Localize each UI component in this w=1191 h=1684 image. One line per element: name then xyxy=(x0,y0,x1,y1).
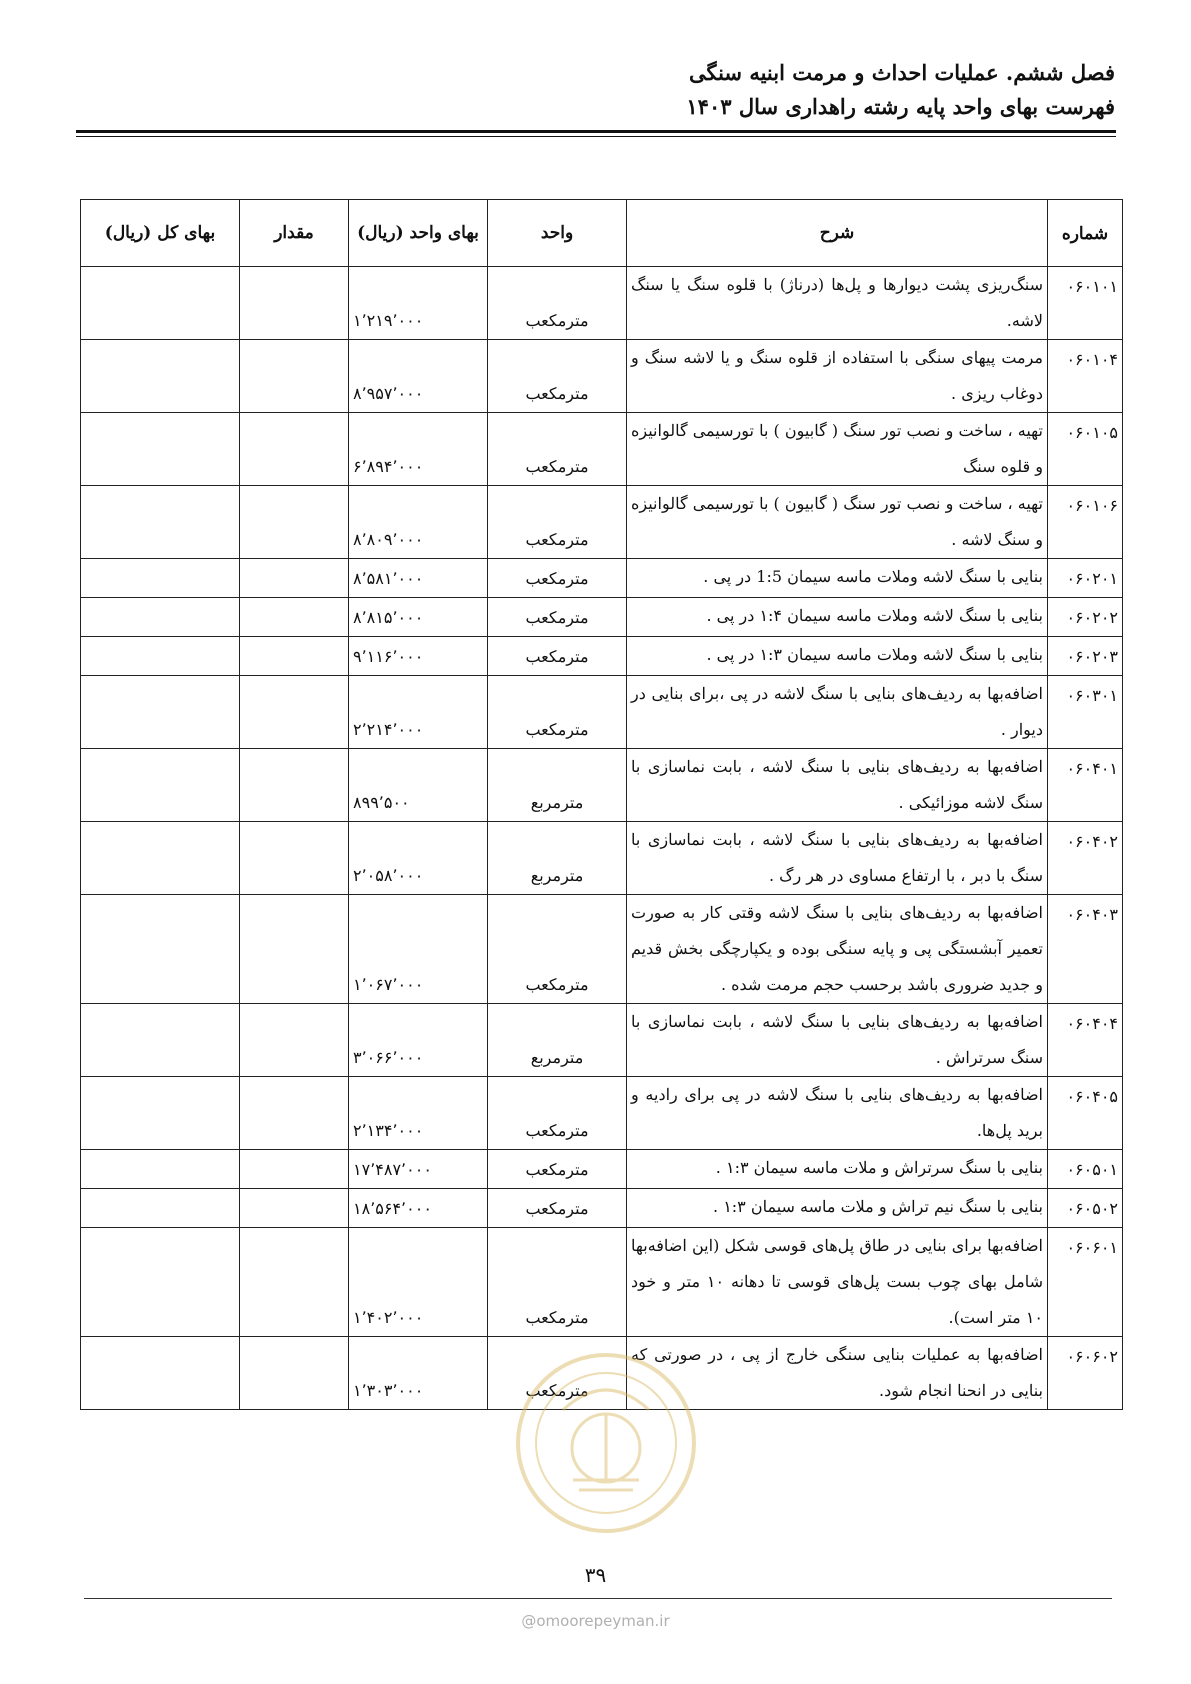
item-description: اضافه‌بها به ردیف‌های بنایی با سنگ لاشه ، بابت نماسازی با سنگ با دبر ، با ارتفاع مساوی در هر رگ . xyxy=(627,822,1048,895)
item-total-price xyxy=(81,676,240,749)
table-row xyxy=(81,1077,1123,1150)
item-code: ۰۶۰۴۰۲ xyxy=(1048,822,1123,895)
item-total-price xyxy=(81,598,240,637)
item-description: بنایی با سنگ نیم تراش و ملات ماسه سیمان ۱:۳ . xyxy=(627,1189,1048,1228)
footer-divider xyxy=(84,1598,1112,1599)
column-header-unit-price: بهای واحد (ریال) xyxy=(349,200,488,267)
item-unit: مترمکعب xyxy=(488,1189,627,1228)
column-header-quantity: مقدار xyxy=(240,200,349,267)
item-quantity xyxy=(240,340,349,413)
table-row xyxy=(81,895,1123,1004)
item-unit-price: ۱٬۳۰۳٬۰۰۰ xyxy=(349,1337,488,1410)
item-quantity xyxy=(240,822,349,895)
item-total-price xyxy=(81,822,240,895)
item-unit-price: ۲٬۰۵۸٬۰۰۰ xyxy=(349,822,488,895)
table-row xyxy=(81,1228,1123,1337)
item-total-price xyxy=(81,340,240,413)
stamp-seal-icon xyxy=(513,1350,699,1536)
item-description: بنایی با سنگ سرتراش و ملات ماسه سیمان ۱:۳ . xyxy=(627,1150,1048,1189)
item-unit: مترمکعب xyxy=(488,1077,627,1150)
item-unit-price: ۱٬۴۰۲٬۰۰۰ xyxy=(349,1228,488,1337)
item-description: بنایی با سنگ لاشه وملات ماسه سیمان ۱:۳ در پی . xyxy=(627,637,1048,676)
item-total-price xyxy=(81,1337,240,1410)
item-quantity xyxy=(240,413,349,486)
page-header xyxy=(75,56,1115,124)
item-unit-price: ۳٬۰۶۶٬۰۰۰ xyxy=(349,1004,488,1077)
item-total-price xyxy=(81,1077,240,1150)
item-code: ۰۶۰۲۰۲ xyxy=(1048,598,1123,637)
item-code: ۰۶۰۲۰۱ xyxy=(1048,559,1123,598)
item-total-price xyxy=(81,486,240,559)
item-description: اضافه‌بها به عملیات بنایی سنگی خارج از پی ، در صورتی که بنایی در انحنا انجام شود. xyxy=(627,1337,1048,1410)
table-row xyxy=(81,1150,1123,1189)
item-unit: مترمکعب xyxy=(488,486,627,559)
table-row xyxy=(81,1004,1123,1077)
item-unit: مترمکعب xyxy=(488,598,627,637)
item-unit-price: ۲٬۲۱۴٬۰۰۰ xyxy=(349,676,488,749)
item-description: بنایی با سنگ لاشه وملات ماسه سیمان ۱:۴ در پی . xyxy=(627,598,1048,637)
item-quantity xyxy=(240,486,349,559)
table-row xyxy=(81,413,1123,486)
item-unit-price: ۱۷٬۴۸۷٬۰۰۰ xyxy=(349,1150,488,1189)
item-quantity xyxy=(240,676,349,749)
item-unit-price: ۸٬۸۱۵٬۰۰۰ xyxy=(349,598,488,637)
item-unit: مترمکعب xyxy=(488,340,627,413)
item-description: مرمت پیهای سنگی با استفاده از قلوه سنگ و یا لاشه سنگ و دوغاب ریزی . xyxy=(627,340,1048,413)
item-code: ۰۶۰۶۰۲ xyxy=(1048,1337,1123,1410)
item-total-price xyxy=(81,559,240,598)
column-header-description: شرح xyxy=(627,200,1048,267)
item-unit: مترمربع xyxy=(488,822,627,895)
watermark-url: @omoorepeyman.ir xyxy=(521,1612,670,1630)
item-unit: مترمکعب xyxy=(488,559,627,598)
table-row xyxy=(81,637,1123,676)
item-unit-price: ۱۸٬۵۶۴٬۰۰۰ xyxy=(349,1189,488,1228)
item-code: ۰۶۰۴۰۵ xyxy=(1048,1077,1123,1150)
item-unit-price: ۱٬۰۶۷٬۰۰۰ xyxy=(349,895,488,1004)
table-row xyxy=(81,267,1123,340)
document-title: فهرست بهای واحد پایه رشته راهداری سال ۱۴۰۳ xyxy=(686,94,1115,119)
item-unit-price: ۹٬۱۱۶٬۰۰۰ xyxy=(349,637,488,676)
item-code: ۰۶۰۵۰۲ xyxy=(1048,1189,1123,1228)
item-total-price xyxy=(81,267,240,340)
item-description: تهیه ، ساخت و نصب تور سنگ ( گابیون ) با تورسیمی گالوانیزه و سنگ لاشه . xyxy=(627,486,1048,559)
item-quantity xyxy=(240,637,349,676)
item-description: سنگ‌ریزی پشت دیوارها و پل‌ها (درناژ) با قلوه سنگ یا سنگ لاشه. xyxy=(627,267,1048,340)
item-code: ۰۶۰۴۰۳ xyxy=(1048,895,1123,1004)
item-unit: مترمربع xyxy=(488,1004,627,1077)
item-code: ۰۶۰۱۰۴ xyxy=(1048,340,1123,413)
item-quantity xyxy=(240,1150,349,1189)
item-unit: مترمکعب xyxy=(488,267,627,340)
item-unit: مترمکعب xyxy=(488,1150,627,1189)
item-unit-price: ۸۹۹٬۵۰۰ xyxy=(349,749,488,822)
table-row xyxy=(81,559,1123,598)
table-row xyxy=(81,822,1123,895)
item-quantity xyxy=(240,1189,349,1228)
header-divider-thin xyxy=(76,136,1116,137)
item-description: اضافه‌بها به ردیف‌های بنایی با سنگ لاشه ، بابت نماسازی با سنگ سرتراش . xyxy=(627,1004,1048,1077)
item-total-price xyxy=(81,1004,240,1077)
item-total-price xyxy=(81,413,240,486)
item-description: اضافه‌بها به ردیف‌های بنایی با سنگ لاشه ، بابت نماسازی با سنگ لاشه موزائیکی . xyxy=(627,749,1048,822)
item-code: ۰۶۰۱۰۶ xyxy=(1048,486,1123,559)
item-description: اضافه‌بها به ردیف‌های بنایی با سنگ لاشه وقتی کار به صورت تعمیر آبشستگی پی و پایه سنگی بوده و یکپارچگی بخش قدیم و جدید ضروری باشد برحسب حجم مرمت شده . xyxy=(627,895,1048,1004)
item-quantity xyxy=(240,598,349,637)
item-description: اضافه‌بها به ردیف‌های بنایی با سنگ لاشه در پی برای رادیه و برید پل‌ها. xyxy=(627,1077,1048,1150)
item-unit: مترمکعب xyxy=(488,1228,627,1337)
item-description: بنایی با سنگ لاشه وملات ماسه سیمان 1:5 در پی . xyxy=(627,559,1048,598)
table-row xyxy=(81,598,1123,637)
page-number: ۳۹ xyxy=(584,1563,607,1587)
table-row xyxy=(81,749,1123,822)
item-quantity xyxy=(240,749,349,822)
item-unit-price: ۸٬۹۵۷٬۰۰۰ xyxy=(349,340,488,413)
item-unit-price: ۸٬۸۰۹٬۰۰۰ xyxy=(349,486,488,559)
header-divider-thick xyxy=(76,130,1116,133)
item-total-price xyxy=(81,749,240,822)
table-body xyxy=(81,267,1123,1410)
item-total-price xyxy=(81,1150,240,1189)
item-code: ۰۶۰۱۰۵ xyxy=(1048,413,1123,486)
table-row xyxy=(81,340,1123,413)
item-code: ۰۶۰۶۰۱ xyxy=(1048,1228,1123,1337)
chapter-title: فصل ششم. عملیات احداث و مرمت ابنیه سنگی xyxy=(688,60,1115,85)
item-description: اضافه‌بها به ردیف‌های بنایی با سنگ لاشه در پی ،برای بنایی در دیوار . xyxy=(627,676,1048,749)
item-total-price xyxy=(81,1228,240,1337)
item-description: تهیه ، ساخت و نصب تور سنگ ( گابیون ) با تورسیمی گالوانیزه و قلوه سنگ xyxy=(627,413,1048,486)
table-header-row xyxy=(81,200,1123,267)
item-code: ۰۶۰۴۰۱ xyxy=(1048,749,1123,822)
table-row xyxy=(81,1189,1123,1228)
item-quantity xyxy=(240,559,349,598)
item-total-price xyxy=(81,637,240,676)
item-unit: مترمکعب xyxy=(488,637,627,676)
item-code: ۰۶۰۱۰۱ xyxy=(1048,267,1123,340)
item-unit-price: ۲٬۱۳۴٬۰۰۰ xyxy=(349,1077,488,1150)
column-header-total-price: بهای کل (ریال) xyxy=(81,200,240,267)
item-quantity xyxy=(240,1004,349,1077)
item-total-price xyxy=(81,895,240,1004)
item-description: اضافه‌بها برای بنایی در طاق پل‌های قوسی شکل (این اضافه‌بها شامل بهای چوب بست پل‌های قوسی تا دهانه ۱۰ متر و خود ۱۰ متر است). xyxy=(627,1228,1048,1337)
column-header-code: شماره xyxy=(1048,200,1123,267)
item-quantity xyxy=(240,895,349,1004)
item-code: ۰۶۰۳۰۱ xyxy=(1048,676,1123,749)
table-row xyxy=(81,486,1123,559)
item-unit: مترمکعب xyxy=(488,895,627,1004)
column-header-unit: واحد xyxy=(488,200,627,267)
item-total-price xyxy=(81,1189,240,1228)
item-quantity xyxy=(240,1337,349,1410)
table-row xyxy=(81,676,1123,749)
item-quantity xyxy=(240,1077,349,1150)
item-quantity xyxy=(240,1228,349,1337)
item-unit: مترمکعب xyxy=(488,676,627,749)
item-quantity xyxy=(240,267,349,340)
item-unit-price: ۸٬۵۸۱٬۰۰۰ xyxy=(349,559,488,598)
item-code: ۰۶۰۲۰۳ xyxy=(1048,637,1123,676)
item-unit-price: ۶٬۸۹۴٬۰۰۰ xyxy=(349,413,488,486)
item-unit-price: ۱٬۲۱۹٬۰۰۰ xyxy=(349,267,488,340)
item-unit: مترمربع xyxy=(488,749,627,822)
item-code: ۰۶۰۴۰۴ xyxy=(1048,1004,1123,1077)
item-code: ۰۶۰۵۰۱ xyxy=(1048,1150,1123,1189)
item-unit: مترمکعب xyxy=(488,413,627,486)
item-unit: مترمکعب xyxy=(488,1337,627,1410)
price-list-table xyxy=(80,199,1123,1410)
